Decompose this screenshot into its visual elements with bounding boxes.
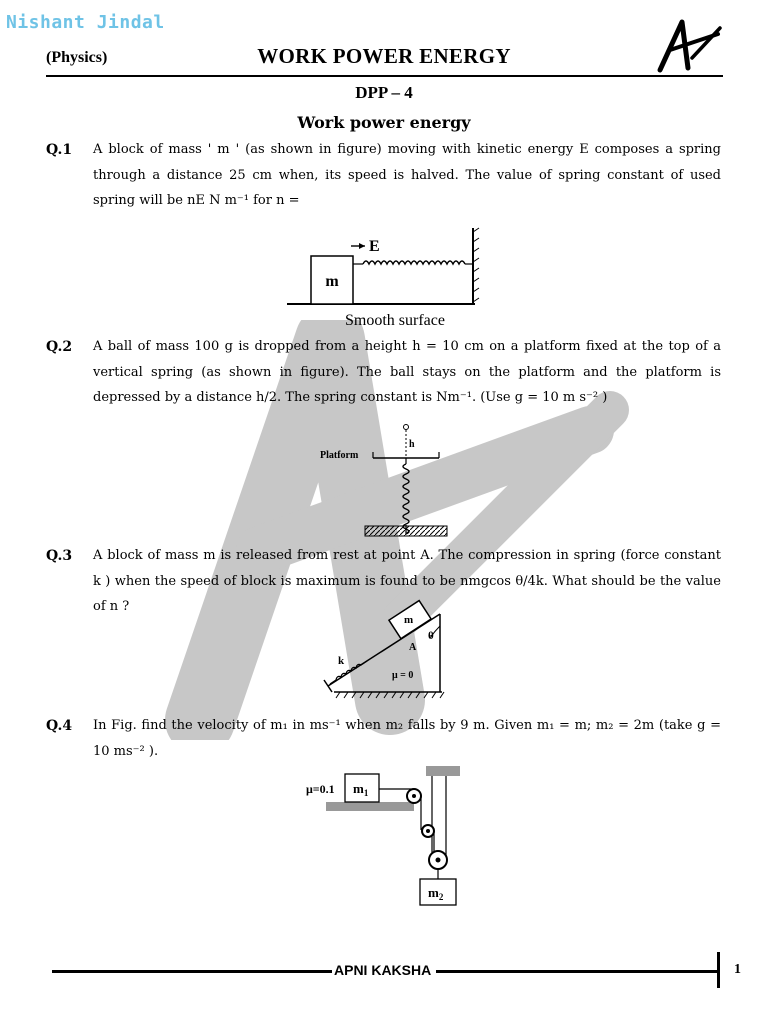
page-number: 1 (734, 962, 741, 977)
m1-subscript: 1 (363, 788, 369, 798)
arrow-label: E (369, 238, 380, 255)
question-text: A block of mass ' m ' (as shown in figure) moving with kinetic energy E composes a spring through a distance 25 cm when, its speed is halved. The value of spring constant of used spring will be nE N m⁻¹ for n = (93, 142, 721, 208)
m1-label: m (353, 781, 364, 796)
angle-label: θ (428, 630, 434, 642)
watermark-name: Nishant Jindal (6, 12, 165, 33)
friction-label: μ = 0 (392, 670, 414, 681)
friction-label: μ=0.1 (306, 782, 335, 796)
section-title: Work power energy (297, 113, 471, 132)
q3-figure (320, 596, 452, 708)
brand-logo (652, 18, 724, 74)
question-text: In Fig. find the velocity of m₁ in ms⁻¹ when m₂ falls by 9 m. Given m₁ = m; m₂ = 2m (take g = 10 ms⁻² ). (93, 718, 721, 759)
platform-label: Platform (320, 450, 359, 461)
question-text: A ball of mass 100 g is dropped from a height h = 10 cm on a platform fixed at the top of a vertical spring (as shown in figure). The ball stays on the platform and the platform is depressed by a distance h/2. The spring constant is Nm⁻¹. (Use g = 10 m s⁻² ) (93, 339, 721, 405)
page-title: WORK POWER ENERGY (257, 44, 511, 68)
question-text: A block of mass m is released from rest at point A. The compression in spring (force constant k ) when the speed of block is maximum is found to be nmgcos θ/4k. What should be the value of n ? (93, 548, 721, 614)
q1-figure (285, 224, 485, 330)
m2-label: m (428, 885, 439, 900)
question-number: Q.1 (46, 142, 73, 158)
mass-label: m (404, 614, 414, 626)
question-number: Q.4 (46, 718, 73, 734)
subject-label: (Physics) (46, 49, 108, 66)
mass-label: m (325, 273, 339, 290)
footer-brand: APNI KAKSHA (334, 962, 432, 978)
q4-figure (300, 764, 470, 912)
height-label: h (409, 439, 415, 450)
m2-subscript: 2 (438, 892, 444, 902)
question-number: Q.3 (46, 548, 73, 564)
header-rule (46, 75, 723, 77)
point-label: A (409, 642, 417, 653)
dpp-label: DPP – 4 (355, 83, 413, 102)
q2-figure (315, 420, 455, 542)
question-number: Q.2 (46, 339, 73, 355)
footer-rule-right (436, 970, 718, 973)
figure-caption: Smooth surface (345, 312, 445, 329)
spring-label: k (338, 655, 345, 667)
footer-bar (717, 952, 720, 988)
footer-rule-left (52, 970, 332, 973)
